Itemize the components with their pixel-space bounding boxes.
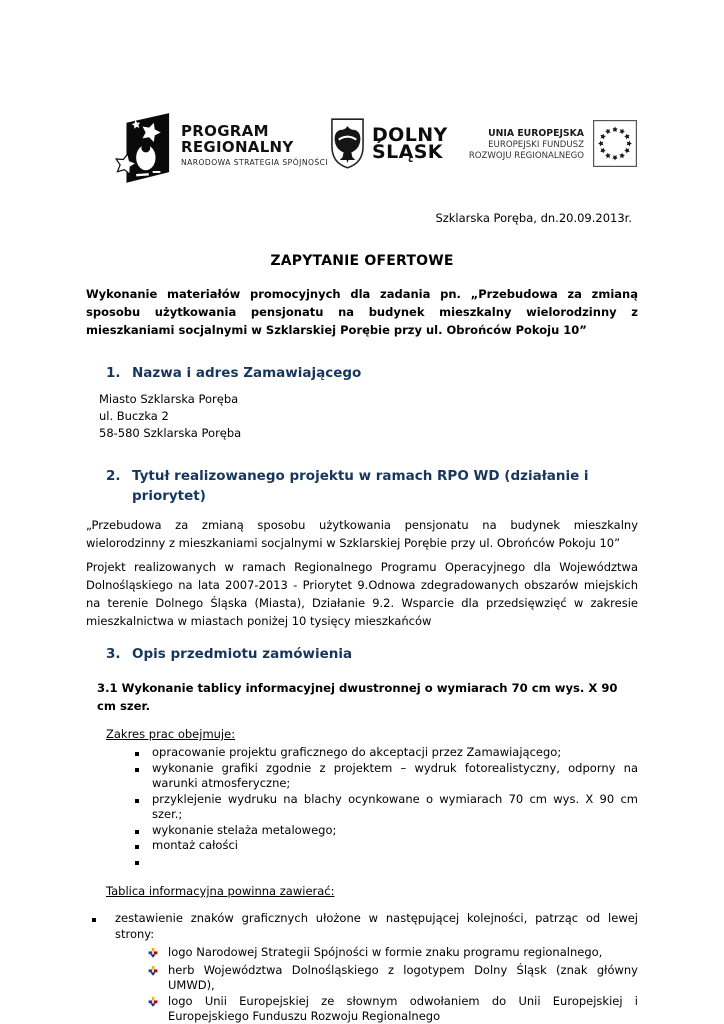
date-line: Szklarska Poręba, dn.20.09.2013r.	[435, 211, 632, 225]
square-bullet-icon	[135, 792, 152, 823]
nss-title-line1: PROGRAM	[181, 122, 269, 140]
program-regionalny-logo	[110, 108, 328, 184]
scope-list-item: przyklejenie wydruku na blachy ocynkowane o wymiarach 70 cm wys. X 90 cm szer.;	[86, 792, 638, 823]
address-line: Miasto Szklarska Poręba	[99, 392, 239, 406]
section-2-heading	[86, 466, 638, 506]
section-2-number: 2.	[106, 468, 121, 484]
scope-list-item: montaż całości	[86, 838, 638, 854]
page-title: ZAPYTANIE OFERTOWE	[270, 253, 454, 269]
square-bullet-icon	[90, 911, 115, 942]
arrow-bullet-icon	[148, 945, 168, 963]
section-1-heading	[86, 363, 638, 383]
scope-of-work-list	[86, 745, 638, 869]
board-intro-item	[86, 911, 638, 942]
nss-logo-text	[181, 123, 328, 167]
project-title-paragraph: „Przebudowa za zmianą sposobu użytkowania pensjonatu na budynek mieszkalny wielorodzinny z mieszkaniami socjalnymi w Szklarskiej Porębie przy ul. Obrońców Pokoju 10”	[86, 518, 638, 550]
address-line: 58-580 Szklarska Poręba	[99, 426, 242, 440]
section-2-title: Tytuł realizowanego projektu w ramach RPO WD (działanie i priorytet)	[132, 468, 589, 504]
section-1-title: Nazwa i adres Zamawiającego	[132, 365, 362, 381]
nss-subtitle: NARODOWA STRATEGIA SPÓJNOŚCI	[181, 158, 329, 167]
square-bullet-icon	[135, 838, 152, 854]
board-intro-text: zestawienie znaków graficznych ułożone w następującej kolejności, patrząc od lewej strony:	[115, 911, 638, 941]
board-intro-list	[86, 911, 638, 942]
scope-list-item: wykonanie grafiki zgodnie z projektem – wydruk fotorealistyczny, odporny na warunki atmosferyczne;	[86, 761, 638, 792]
eu-logo-text	[469, 128, 584, 162]
section-3-heading	[86, 644, 638, 664]
logo-band	[86, 108, 638, 184]
square-bullet-icon	[135, 854, 152, 870]
board-content-label: Tablica informacyjna powinna zawierać:	[106, 884, 335, 898]
board-logos-list	[86, 945, 638, 1024]
nss-title-line2: REGIONALNY	[181, 138, 294, 156]
scope-list-item: opracowanie projektu graficznego do akceptacji przez Zamawiającego;	[86, 745, 638, 761]
board-list-item: logo Narodowej Strategii Spójności w formie znaku programu regionalnego,	[86, 945, 638, 963]
eu-logo	[469, 120, 637, 167]
board-list-item: herb Województwa Dolnośląskiego z logotypem Dolny Śląsk (znak główny UMWD),	[86, 963, 638, 994]
square-bullet-icon	[135, 761, 152, 792]
scope-list-item	[86, 854, 638, 870]
intro-paragraph: Wykonanie materiałów promocyjnych dla zadania pn. „Przebudowa za zmianą sposobu użytkowania pensjonatu na budynek mieszkalny wielorodzinny z mieszkaniami socjalnymi w Szklarskiej Porębie przy ul. Obrońców Pokoju 10”	[86, 287, 638, 337]
dolny-slask-logo-text	[372, 123, 448, 163]
eu-line2: EUROPEJSKI FUNDUSZ	[488, 140, 584, 150]
scope-list-item: wykonanie stelaża metalowego;	[86, 823, 638, 839]
square-bullet-icon	[135, 823, 152, 839]
dolny-slask-logo	[330, 117, 448, 170]
eu-line1: UNIA EUROPEJSKA	[488, 128, 584, 139]
ds-line1: DOLNY	[372, 123, 448, 146]
section-3-title: Opis przedmiotu zamówienia	[132, 646, 353, 662]
nss-flag-icon	[110, 108, 172, 184]
square-bullet-icon	[135, 745, 152, 761]
section-3-number: 3.	[106, 646, 121, 662]
project-program-paragraph: Projekt realizowanych w ramach Regionalnego Programu Operacyjnego dla Województwa Dolnośląskiego na lata 2007-2013 - Priorytet 9.Odnowa zdegradowanych obszarów miejskich na terenie Dolnego Śląska (Miasta), Działanie 9.2. Wsparcie dla przedsięwzięć w zakresie mieszkalnictwa w miastach poniżej 10 tysięcy mieszkańców	[86, 560, 638, 628]
scope-of-work-label: Zakres prac obejmuje:	[106, 727, 236, 741]
dolny-slask-crest-icon	[330, 117, 365, 170]
subsection-3-1: 3.1 Wykonanie tablicy informacyjnej dwustronnej o wymiarach 70 cm wys. X 90 cm szer.	[97, 681, 618, 713]
arrow-bullet-icon	[148, 994, 168, 1024]
eu-flag-icon	[593, 120, 637, 167]
address-line: ul. Buczka 2	[99, 409, 169, 423]
ds-line2: ŚLĄSK	[372, 140, 443, 163]
section-1-number: 1.	[106, 365, 121, 381]
buyer-address	[86, 391, 638, 442]
board-list-item: logo Unii Europejskiej ze słownym odwołaniem do Unii Europejskiej i Europejskiego Funduszu Rozwoju Regionalnego	[86, 994, 638, 1024]
arrow-bullet-icon	[148, 963, 168, 994]
document-content	[86, 0, 638, 1024]
eu-line3: ROZWOJU REGIONALNEGO	[468, 151, 584, 161]
